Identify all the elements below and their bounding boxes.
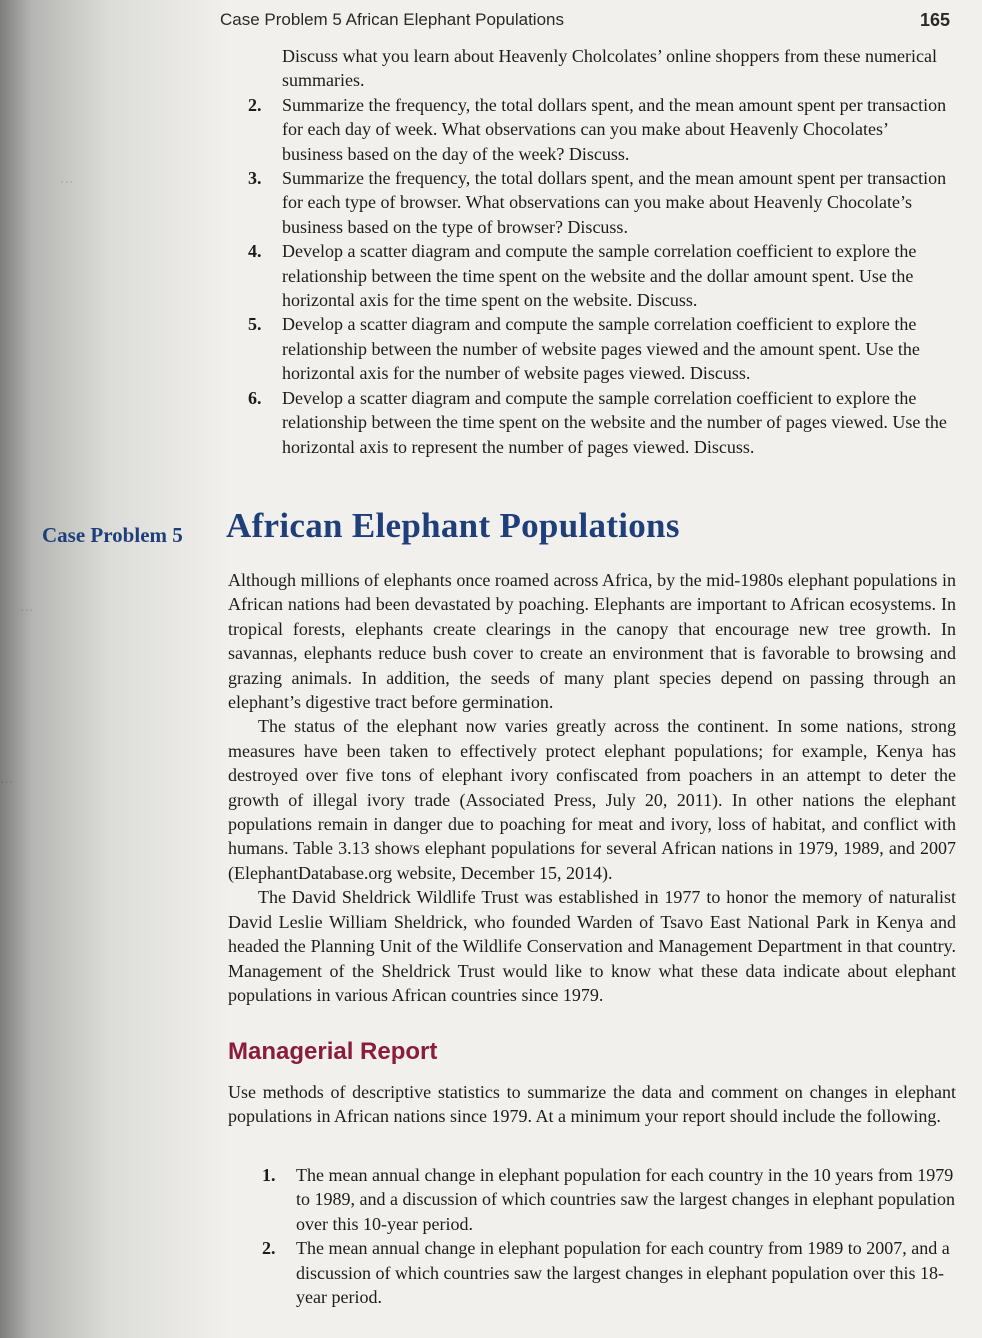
case-body: [228, 568, 956, 1007]
case-title: African Elephant Populations: [226, 506, 680, 545]
list-item: 1. The mean annual change in elephant population for each country in the 10 years from 1979 to 1989, and a discussion of which countries saw the largest changes in elephant population over this 10-year period.: [262, 1165, 956, 1234]
case-paragraph: The status of the elephant now varies greatly across the continent. In some nations, strong measures have been taken to effectively protect elephant populations; for example, Kenya has destroyed over five tons of elephant ivory confiscated from poachers in an attempt to deter the growth of illegal ivory trade (Associated Press, July 20, 2011). In other nations the elephant populations remain in danger due to poaching for meat and ivory, loss of habitat, and conflict with humans. Table 3.13 shows elephant populations for several African nations in 1979, 1989, and 2007 (ElephantDatabase.org website, December 15, 2014).: [228, 716, 956, 883]
list-item: 3. Summarize the frequency, the total dollars spent, and the mean amount spent per transaction for each type of browser. What observations can you make about Heavenly Chocolate’s business based on the type of browser? Discuss.: [248, 168, 947, 237]
question-lead-text: Discuss what you learn about Heavenly Cholcolates’ online shoppers from these numerical summaries.: [282, 46, 937, 91]
case-paragraph: The David Sheldrick Wildlife Trust was established in 1977 to honor the memory of naturalist David Leslie William Sheldrick, who founded Warden of Tsavo East National Park in Kenya and headed the Planning Unit of the Wildlife Conservation and Management Department in that country. Management of the Sheldrick Trust would like to know what these data indicate about elephant populations in various African countries since 1979.: [228, 887, 956, 1005]
report-heading: Managerial Report: [228, 1038, 438, 1065]
bleed-through-text: ...: [0, 770, 14, 787]
prior-case-questions: [248, 44, 953, 459]
case-problem-label: Case Problem 5: [42, 523, 183, 547]
list-item: 2. The mean annual change in elephant population for each country from 1989 to 2007, and a discussion of which countries saw the largest changes in elephant population over this 18-year period.: [262, 1238, 950, 1308]
bleed-through-text: ...: [20, 598, 34, 615]
page-header: [220, 10, 950, 32]
report-intro: Use methods of descriptive statistics to summarize the data and comment on changes in elephant populations in African nations since 1979. At a minimum your report should include the following.: [228, 1082, 956, 1127]
list-item: 2. Summarize the frequency, the total dollars spent, and the mean amount spent per transaction for each day of week. What observations can you make about Heavenly Chocolates’ business based on the day of the week? Discuss.: [248, 94, 947, 164]
page-number: 165: [919, 10, 950, 30]
question-list: [248, 93, 953, 459]
running-head: Case Problem 5 African Elephant Populations: [220, 10, 564, 29]
bleed-through-text: ...: [60, 170, 74, 187]
list-item: 5. Develop a scatter diagram and compute the sample correlation coefficient to explore the relationship between the number of website pages viewed and the amount spent. Use the horizontal axis for the number of website pages viewed. Discuss.: [248, 314, 920, 384]
case-paragraph: Although millions of elephants once roamed across Africa, by the mid-1980s elephant populations in African nations had been devastated by poaching. Elephants are important to African ecosystems. In tropical forests, elephants create clearings in the canopy that encourage new tree growth. In savannas, elephants reduce bush cover to create an environment that is favorable to browsing and grazing animals. In addition, the seeds of many plant species depend on passing through an elephant’s digestive tract before germination.: [228, 570, 956, 713]
report-item-list: [262, 1163, 958, 1309]
binding-gutter-shadow: [0, 0, 230, 1338]
list-item: 6. Develop a scatter diagram and compute the sample correlation coefficient to explore the relationship between the time spent on the website and the number of pages viewed. Use the horizontal axis to represent the number of pages viewed. Discuss.: [248, 387, 947, 457]
list-item: 4. Develop a scatter diagram and compute the sample correlation coefficient to explore the relationship between the time spent on the website and the dollar amount spent. Use the horizontal axis for the time spent on the website. Discuss.: [248, 241, 917, 311]
